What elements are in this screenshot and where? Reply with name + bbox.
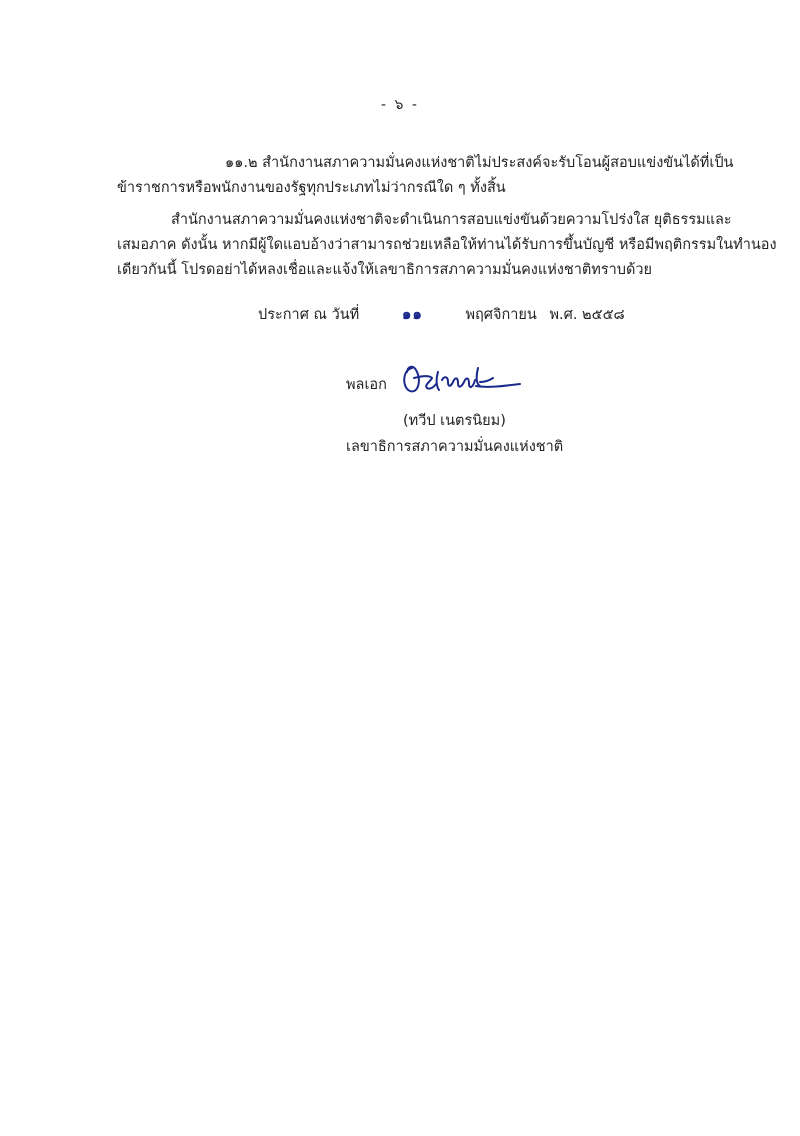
- page-number: - ๖ -: [381, 97, 419, 113]
- paragraph-line: เสมอภาค ดังนั้น หากมีผู้ใดแอบอ้างว่าสามารถช่วยเหลือให้ท่านได้รับการขึ้นบัญชี หรือมีพฤติกรรมในทำนอง: [117, 237, 777, 253]
- transparency-notice-paragraph: [117, 208, 777, 283]
- announcement-day: ๑๑: [401, 305, 423, 323]
- signatory-title: เลขาธิการสภาความมั่นคงแห่งชาติ: [346, 439, 564, 455]
- announcement-month: พฤศจิกายน: [465, 307, 537, 323]
- announcement-year: พ.ศ. ๒๕๕๘: [549, 307, 625, 323]
- signatory-name: (ทวีป เนตรนิยม): [403, 413, 506, 429]
- signatory-rank: พลเอก: [346, 377, 387, 393]
- paragraph-line: ๑๑.๒ สำนักงานสภาความมั่นคงแห่งชาติไม่ประสงค์จะรับโอนผู้สอบแข่งขันได้ที่เป็น: [225, 155, 734, 171]
- section-11-2-paragraph: [117, 151, 737, 201]
- paragraph-line: สำนักงานสภาความมั่นคงแห่งชาติจะดำเนินการสอบแข่งขันด้วยความโปร่งใส ยุติธรรมและ: [171, 212, 732, 228]
- announcement-date-line: [258, 302, 625, 326]
- paragraph-line: เดียวกันนี้ โปรดอย่าได้หลงเชื่อและแจ้งให้เลขาธิการสภาความมั่นคงแห่งชาติทราบด้วย: [117, 262, 653, 278]
- handwritten-signature: [396, 358, 526, 404]
- paragraph-line: ข้าราชการหรือพนักงานของรัฐทุกประเภทไม่ว่ากรณีใด ๆ ทั้งสิ้น: [117, 180, 506, 196]
- announcement-prefix: ประกาศ ณ วันที่: [258, 307, 360, 323]
